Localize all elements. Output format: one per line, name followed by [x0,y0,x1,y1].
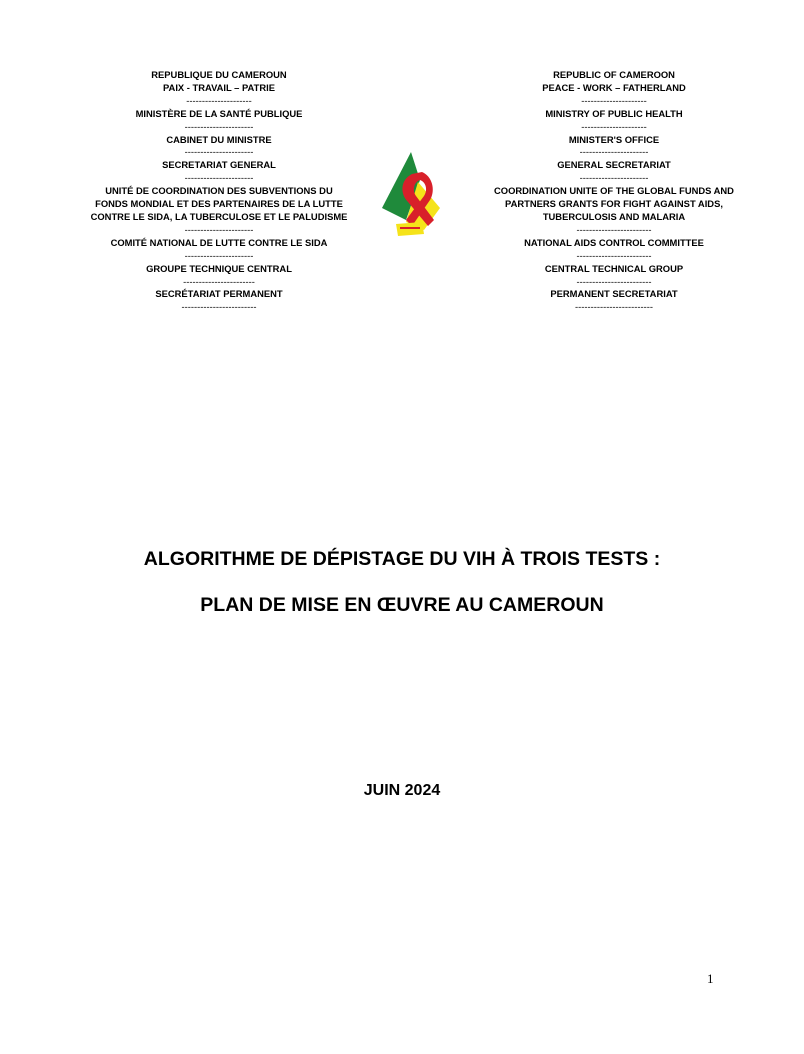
header-en-line: GENERAL SECRETARIAT [557,159,671,171]
header-fr-line: MINISTÈRE DE LA SANTÉ PUBLIQUE [135,107,303,119]
header-en-separator: ---------------------- [579,146,649,158]
header-fr-line: REPUBLIQUE DU CAMEROUN [151,69,287,80]
header-fr-separator: ----------------------- [183,275,255,287]
header-fr-line: GROUPE TECHNIQUE CENTRAL [146,262,292,274]
header-en-separator: ------------------------- [574,301,654,313]
header-fr-separator: ---------------------- [184,249,254,261]
header-fr-line: SECRETARIAT GENERAL [162,159,276,171]
header-fr-separator: ---------------------- [184,172,254,184]
page-number: 1 [707,971,714,986]
document-title-line-1: ALGORITHME DE DÉPISTAGE DU VIH À TROIS TESTS : [143,548,661,570]
header-en-line: MINISTER'S OFFICE [568,133,660,145]
header-fr-separator: ---------------------- [184,120,254,132]
header-en-separator: --------------------- [581,94,647,106]
header-en-separator: --------------------- [581,120,647,132]
header-en-line: MINISTRY OF PUBLIC HEALTH [545,107,683,119]
document-date: JUIN 2024 [363,782,441,799]
header-en-separator: ------------------------ [576,223,652,235]
header-fr-line: CABINET DU MINISTRE [166,133,272,145]
header-fr-line: PAIX - TRAVAIL – PATRIE [163,81,275,93]
header-en-separator: ------------------------ [576,249,652,261]
header-fr-separator: ------------------------ [181,301,257,313]
header-fr-line: COMITÉ NATIONAL DE LUTTE CONTRE LE SIDA [110,236,328,248]
header-english [480,69,748,314]
header-en-line: COORDINATION UNITE OF THE GLOBAL FUNDS AND PARTNERS GRANTS FOR FIGHT AGAINST AIDS, TUBERCULOSIS AND MALARIA [494,185,734,222]
header-en-line: NATIONAL AIDS CONTROL COMMITTEE [524,236,704,248]
header-en-line: PERMANENT SECRETARIAT [550,288,678,300]
header-en-line: PEACE - WORK – FATHERLAND [542,81,686,93]
header-french [90,69,348,314]
cnls-ribbon-logo [378,150,444,238]
header-en-separator: ------------------------ [576,275,652,287]
logo-base-stripe [400,227,420,229]
header-en-line: REPUBLIC OF CAMEROON [553,69,675,80]
header-fr-line: UNITÉ DE COORDINATION DES SUBVENTIONS DU FONDS MONDIAL ET DES PARTENAIRES DE LA LUTTE CONTRE LE SIDA, LA TUBERCULOSE ET LE PALUDISME [90,185,348,222]
header-fr-line: SECRÉTARIAT PERMANENT [155,288,283,300]
header-en-separator: ---------------------- [579,172,649,184]
header-fr-separator: ---------------------- [184,146,254,158]
header-fr-separator: ---------------------- [184,223,254,235]
header-en-line: CENTRAL TECHNICAL GROUP [544,262,684,274]
document-title-line-2: PLAN DE MISE EN ŒUVRE AU CAMEROUN [200,594,604,616]
header-fr-separator: --------------------- [186,94,252,106]
